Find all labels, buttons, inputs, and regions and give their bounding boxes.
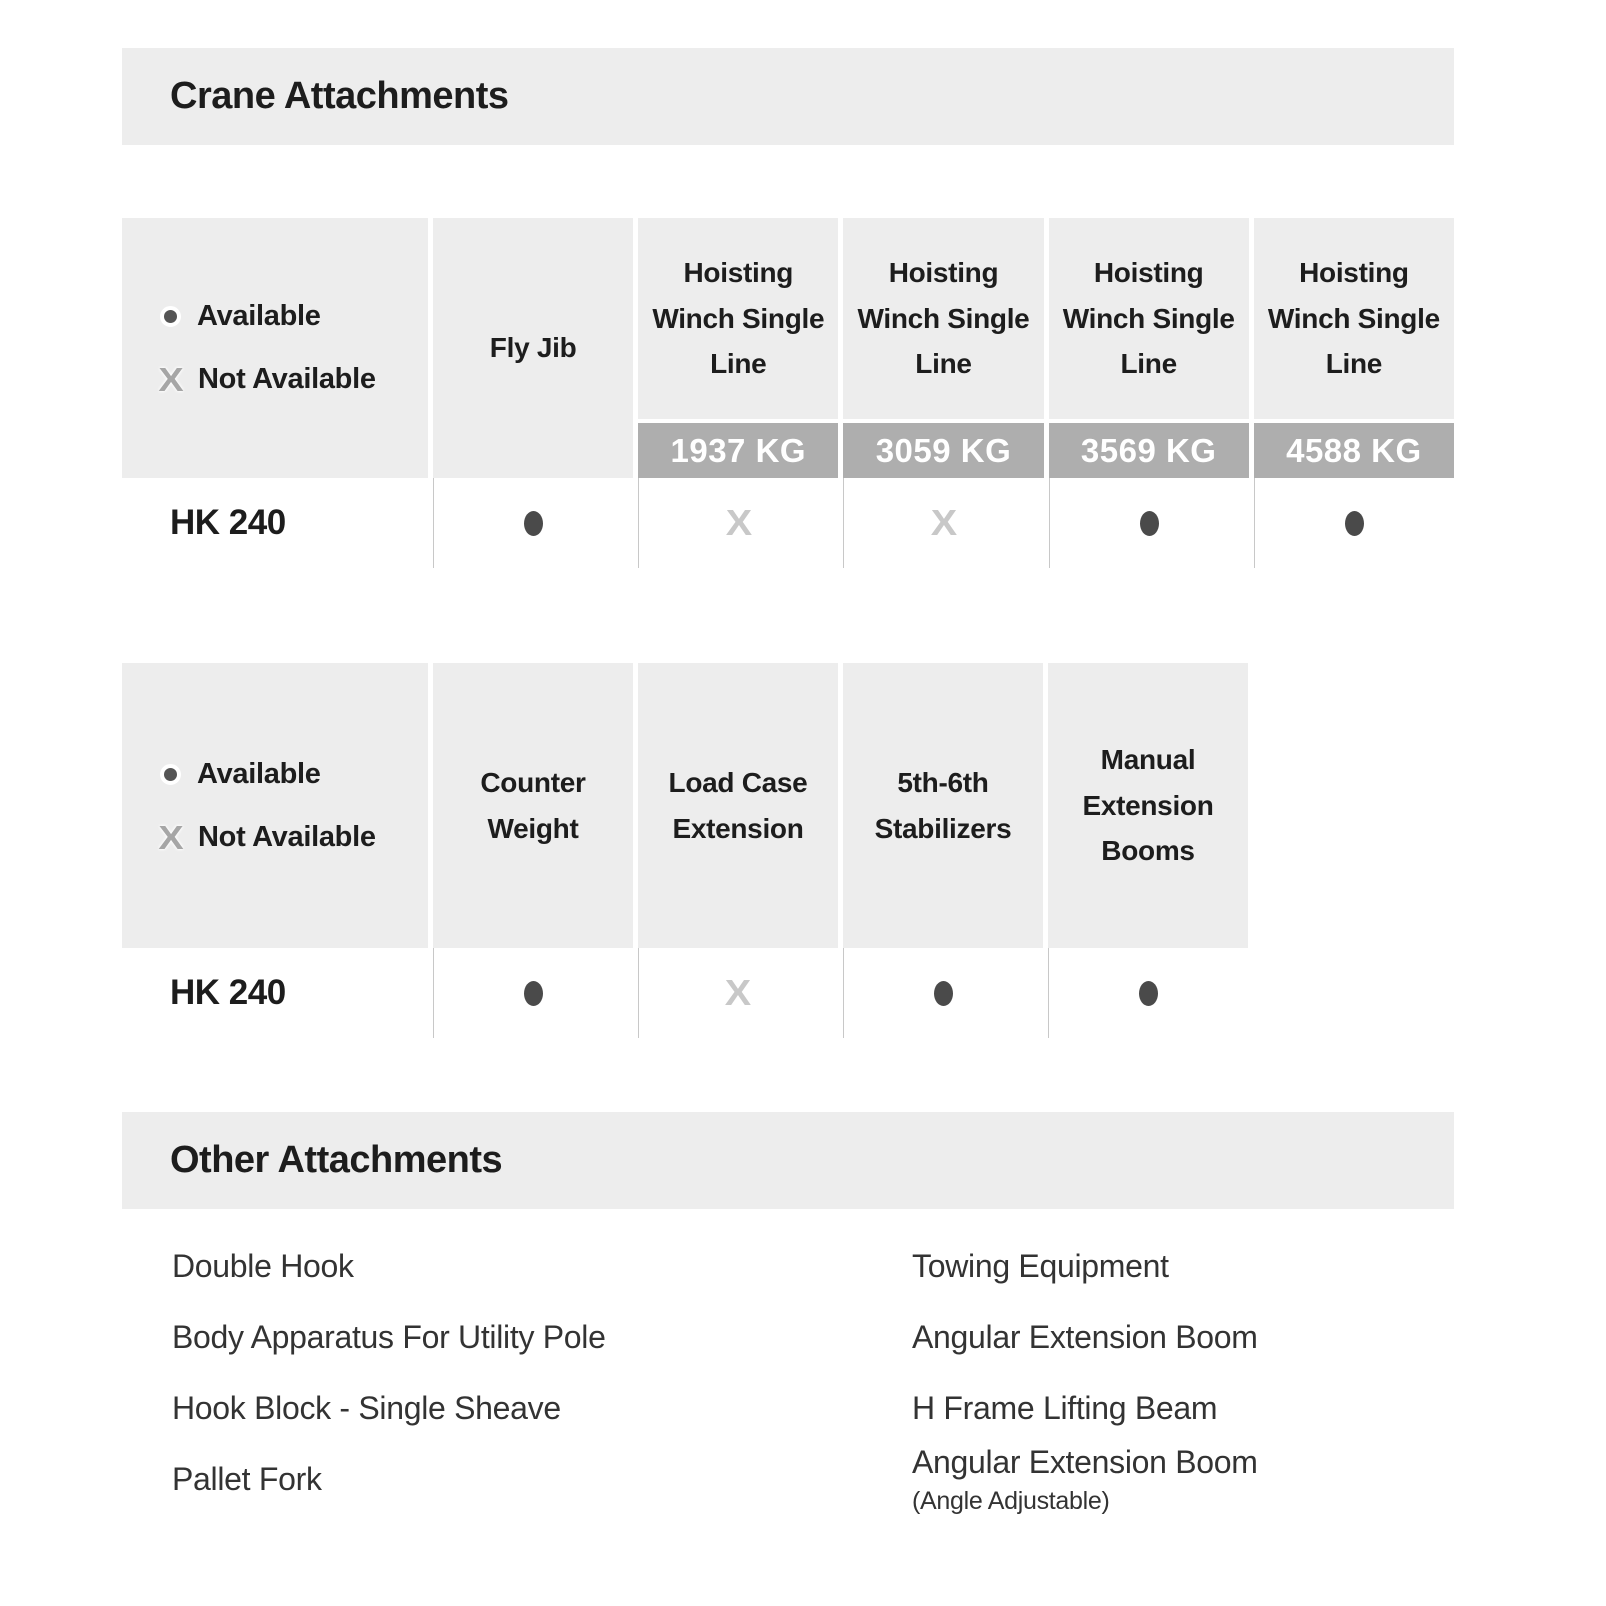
availability-mark: [1140, 511, 1159, 536]
capacity-badge: 1937 KG: [638, 423, 838, 478]
available-dot-icon: [160, 306, 181, 327]
availability-mark: [524, 511, 543, 536]
column-header-hoisting-winch-3: [1049, 218, 1249, 478]
available-dot-icon: [160, 764, 181, 785]
other-attachments-left-column: [172, 1231, 912, 1516]
column-header-label: 5th-6th Stabilizers: [874, 767, 1012, 844]
section-title: Other Attachments: [170, 1139, 503, 1181]
other-attachments-right-column: [912, 1231, 1454, 1516]
legend-not-available-label: Not Available: [198, 820, 376, 853]
availability-cell: [843, 948, 1043, 1038]
legend-not-available-row: [158, 818, 376, 856]
column-header-fly-jib: [433, 218, 633, 478]
availability-cell: [843, 478, 1043, 568]
other-attachments-list: [122, 1231, 1454, 1516]
availability-mark: X: [725, 972, 752, 1013]
column-header-label: Load Case Extension: [668, 767, 808, 844]
not-available-x-icon: X: [158, 818, 184, 856]
crane-attachments-table-2: [122, 663, 1248, 1038]
column-header-hoisting-winch-2: [843, 218, 1043, 478]
availability-cell: [433, 478, 633, 568]
capacity-badge: 4588 KG: [1254, 423, 1454, 478]
capacity-badge: 3059 KG: [843, 423, 1043, 478]
legend-available-row: [160, 300, 321, 333]
availability-cell: [638, 948, 838, 1038]
availability-mark: X: [725, 502, 752, 543]
column-header-hoisting-winch-4: [1254, 218, 1454, 478]
availability-mark: [1139, 981, 1158, 1006]
column-header-hoisting-winch-1: [638, 218, 838, 478]
capacity-badge: 3569 KG: [1049, 423, 1249, 478]
legend-available-label: Available: [197, 757, 321, 790]
availability-cell: [1048, 948, 1248, 1038]
table-1-header: [122, 218, 1454, 478]
availability-mark: X: [930, 502, 958, 543]
table-2-row-hk240: [122, 948, 1248, 1038]
legend-available-label: Available: [197, 300, 321, 332]
column-header-label: Hoisting Winch Single Line: [652, 257, 825, 380]
legend-not-available-row: [160, 363, 376, 396]
availability-cell: [433, 948, 633, 1038]
column-header-label: Hoisting Winch Single Line: [1062, 257, 1235, 380]
not-available-x-icon: X: [158, 361, 184, 398]
crane-attachments-header-bar: [122, 48, 1454, 145]
legend-cell: [122, 663, 428, 948]
legend-not-available-label: Not Available: [198, 363, 376, 395]
legend-available-row: [160, 758, 321, 791]
attachment-item: Towing Equipment: [912, 1248, 1169, 1284]
availability-cell: [1049, 478, 1249, 568]
attachment-item: H Frame Lifting Beam: [912, 1390, 1218, 1426]
column-header-label: Fly Jib: [489, 332, 577, 364]
availability-cell: [638, 478, 838, 568]
availability-mark: [524, 981, 543, 1006]
column-header-manual-extension-booms: [1048, 663, 1248, 948]
availability-mark: [1345, 511, 1364, 536]
attachment-item: Body Apparatus For Utility Pole: [172, 1319, 606, 1355]
table-1-row-hk240: [122, 478, 1454, 568]
model-label: HK 240: [170, 503, 286, 542]
column-header-stabilizers: [843, 663, 1043, 948]
table-2-header: [122, 663, 1248, 948]
attachment-item: Pallet Fork: [172, 1461, 322, 1497]
content-column: [122, 0, 1454, 1516]
availability-mark: [934, 981, 953, 1006]
column-header-label: Hoisting Winch Single Line: [857, 257, 1030, 380]
attachment-note: (Angle Adjustable): [912, 1487, 1110, 1515]
attachment-item: Hook Block - Single Sheave: [172, 1390, 561, 1426]
attachment-item: Angular Extension Boom (Angle Adjustable): [912, 1444, 1454, 1516]
column-header-load-case-extension: [638, 663, 838, 948]
other-attachments-header-bar: [122, 1112, 1454, 1209]
crane-attachments-table-1: [122, 218, 1454, 568]
column-header-label: Manual Extension Booms: [1082, 744, 1214, 867]
legend-cell: [122, 218, 428, 478]
column-header-counter-weight: [433, 663, 633, 948]
model-label: HK 240: [170, 973, 286, 1012]
column-header-label: Hoisting Winch Single Line: [1267, 257, 1440, 380]
attachment-item: Double Hook: [172, 1248, 354, 1284]
column-header-label: Counter Weight: [480, 767, 586, 844]
page-title: Crane Attachments: [170, 75, 509, 117]
availability-cell: [1254, 478, 1454, 568]
attachment-item: Angular Extension Boom: [912, 1319, 1258, 1355]
